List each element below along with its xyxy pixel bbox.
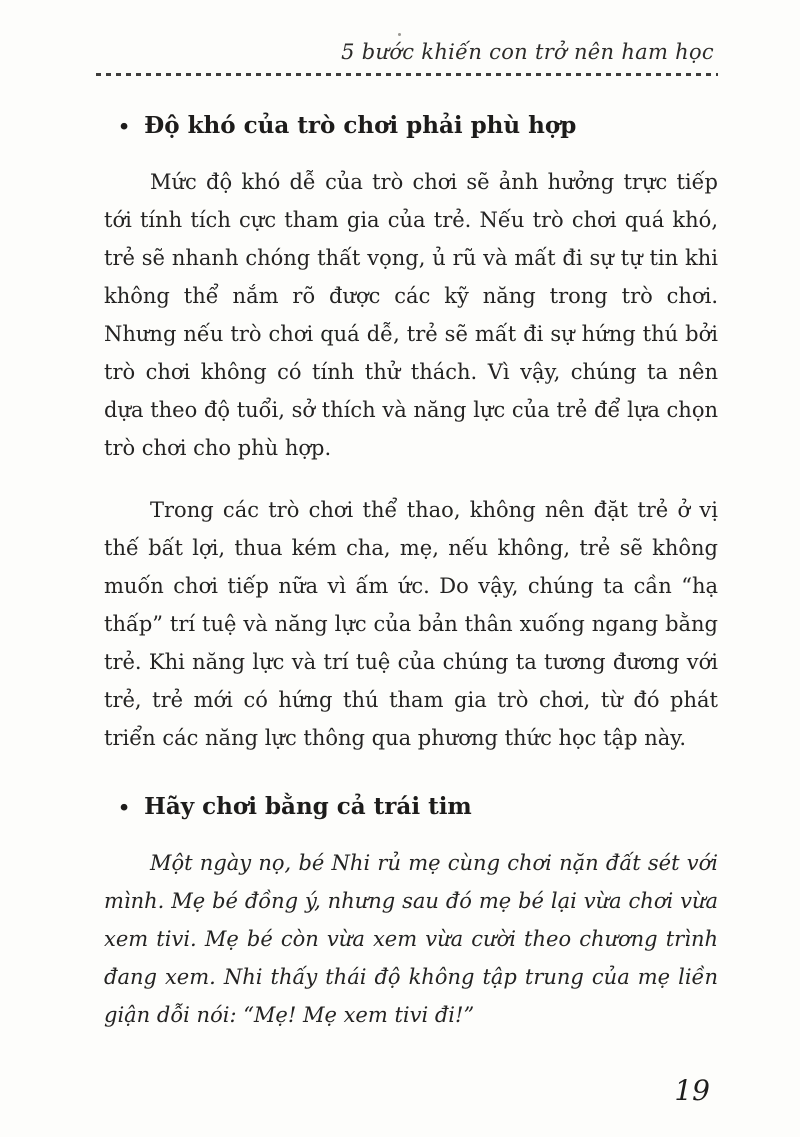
paragraph-story-nhi: Một ngày nọ, bé Nhi rủ mẹ cùng chơi nặn đất sét với mình. Mẹ bé đồng ý, nhưng sau đó mẹ bé lại vừa chơi vừa xem tivi. Mẹ bé còn vừa xem vừa cười theo chương trình đang xem. Nhi thấy thái độ không tập trung của mẹ liền giận dỗi nói: “Mẹ! Mẹ xem tivi đi!”: [104, 851, 718, 1027]
section-heading-text: Hãy chơi bằng cả trái tim: [144, 793, 472, 820]
scan-artifact-dot: [398, 33, 401, 36]
paragraph-difficulty-2: Trong các trò chơi thể thao, không nên đặt trẻ ở vị thế bất lợi, thua kém cha, mẹ, nếu không, trẻ sẽ không muốn chơi tiếp nữa vì ấm ức. Do vậy, chúng ta cần “hạ thấp” trí tuệ và năng lực của bản thân xuống ngang bằng trẻ. Khi năng lực và trí tuệ của chúng ta tương đương với trẻ, trẻ mới có hứng thú tham gia trò chơi, từ đó phát triển các năng lực thông qua phương thức học tập này.: [104, 498, 718, 750]
page-number: 19: [674, 1074, 710, 1107]
bullet-icon: •: [118, 116, 131, 138]
section-heading-game-difficulty: [104, 112, 718, 139]
running-header: 5 bước khiến con trở nên ham học: [341, 40, 714, 64]
paragraph-difficulty-1: Mức độ khó dễ của trò chơi sẽ ảnh hưởng trực tiếp tới tính tích cực tham gia của trẻ. Nếu trò chơi quá khó, trẻ sẽ nhanh chóng thất vọng, ủ rũ và mất đi sự tự tin khi không thể nắm rõ được các kỹ năng trong trò chơi. Nhưng nếu trò chơi quá dễ, trẻ sẽ mất đi sự hứng thú bởi trò chơi không có tính thử thách. Vì vậy, chúng ta nên dựa theo độ tuổi, sở thích và năng lực của trẻ để lựa chọn trò chơi cho phù hợp.: [104, 170, 718, 460]
bullet-icon: •: [118, 797, 131, 819]
section-heading-play-with-heart: [104, 793, 718, 820]
header-divider: [96, 73, 718, 76]
section-heading-text: Độ khó của trò chơi phải phù hợp: [144, 112, 577, 139]
